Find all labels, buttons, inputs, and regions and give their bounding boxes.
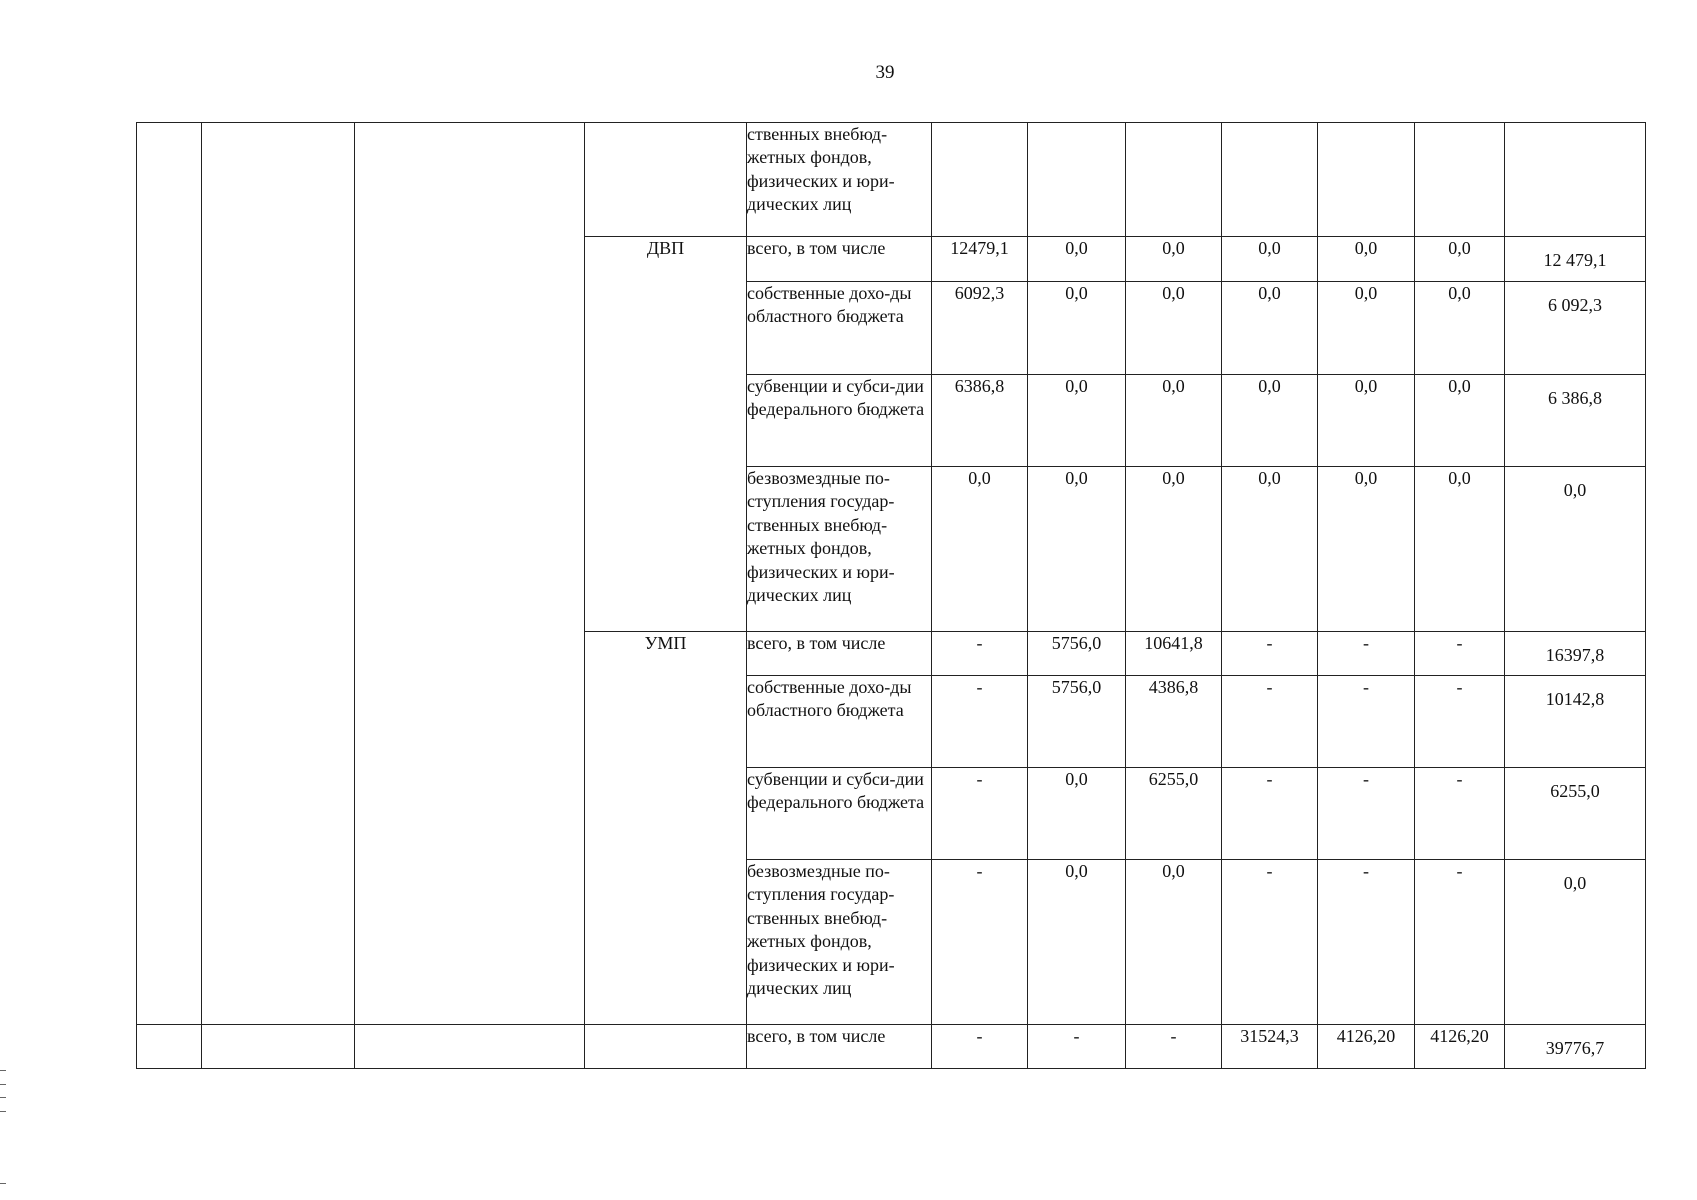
value-cell: 0,0 [1028, 768, 1126, 860]
value-cell: 0,0 [1222, 375, 1318, 467]
value-cell: 0,0 [1126, 282, 1222, 375]
value-cell: - [1318, 768, 1415, 860]
value-cell [1222, 123, 1318, 237]
value-cell: - [1318, 860, 1415, 1025]
value-cell: 0,0 [1222, 237, 1318, 282]
row-label: субвенции и субси-дии федерального бюджета [747, 375, 932, 467]
source-label-dvp: ДВП [585, 237, 747, 632]
row-label: собственные дохо-ды областного бюджета [747, 282, 932, 375]
measure-cell [355, 1025, 585, 1069]
value-cell: 0,0 [1318, 282, 1415, 375]
value-cell: 0,0 [1415, 237, 1505, 282]
value-cell: 0,0 [1028, 467, 1126, 632]
value-cell: 0,0 [1126, 467, 1222, 632]
value-cell: 12479,1 [932, 237, 1028, 282]
value-cell [1415, 123, 1505, 237]
value-cell: - [932, 768, 1028, 860]
value-cell: 0,0 [1126, 375, 1222, 467]
value-cell: 0,0 [1415, 467, 1505, 632]
value-cell: - [1415, 860, 1505, 1025]
scan-marks [0, 1070, 6, 1112]
value-cell: 0,0 [1415, 282, 1505, 375]
total-cell: 12 479,1 [1505, 237, 1646, 282]
program-cell [202, 123, 355, 1025]
row-label: всего, в том числе [747, 632, 932, 676]
total-cell: 6255,0 [1505, 768, 1646, 860]
value-cell: 0,0 [932, 467, 1028, 632]
value-cell: 5756,0 [1028, 632, 1126, 676]
source-cell [585, 1025, 747, 1069]
row-label: всего, в том числе [747, 237, 932, 282]
scan-mark [0, 1183, 6, 1184]
value-cell: 0,0 [1222, 467, 1318, 632]
value-cell [1318, 123, 1415, 237]
value-cell: - [1222, 632, 1318, 676]
table-row [137, 123, 1646, 237]
value-cell: 0,0 [1126, 860, 1222, 1025]
program-cell [202, 1025, 355, 1069]
total-cell [1505, 123, 1646, 237]
value-cell: 0,0 [1028, 237, 1126, 282]
value-cell: 0,0 [1222, 282, 1318, 375]
value-cell: 6092,3 [932, 282, 1028, 375]
value-cell: - [932, 632, 1028, 676]
value-cell: - [1222, 676, 1318, 768]
value-cell: - [932, 1025, 1028, 1069]
value-cell: 6255,0 [1126, 768, 1222, 860]
value-cell: 0,0 [1028, 375, 1126, 467]
value-cell: 4126,20 [1318, 1025, 1415, 1069]
value-cell: 0,0 [1318, 237, 1415, 282]
source-label-ump: УМП [585, 632, 747, 1025]
value-cell: 0,0 [1126, 237, 1222, 282]
index-cell [137, 1025, 202, 1069]
row-label: ственных внебюд-жетных фондов, физических и юри-дических лиц [747, 123, 932, 237]
total-cell: 0,0 [1505, 860, 1646, 1025]
total-cell: 39776,7 [1505, 1025, 1646, 1069]
value-cell [932, 123, 1028, 237]
total-cell: 10142,8 [1505, 676, 1646, 768]
value-cell: 10641,8 [1126, 632, 1222, 676]
value-cell: - [1222, 860, 1318, 1025]
value-cell: - [1415, 632, 1505, 676]
row-label: всего, в том числе [747, 1025, 932, 1069]
page-number: 39 [875, 62, 895, 83]
value-cell: 0,0 [1318, 467, 1415, 632]
value-cell: 0,0 [1028, 860, 1126, 1025]
value-cell: 4386,8 [1126, 676, 1222, 768]
value-cell: 0,0 [1415, 375, 1505, 467]
total-cell: 6 386,8 [1505, 375, 1646, 467]
value-cell: - [932, 860, 1028, 1025]
row-label: безвозмездные по-ступления государ-ственных внебюд-жетных фондов, физических и юри-дических лиц [747, 467, 932, 632]
value-cell: 6386,8 [932, 375, 1028, 467]
measure-cell [355, 123, 585, 1025]
value-cell: 31524,3 [1222, 1025, 1318, 1069]
index-cell [137, 123, 202, 1025]
budget-table [136, 122, 1646, 1069]
row-label: безвозмездные по-ступления государ-ственных внебюд-жетных фондов, физических и юри-дических лиц [747, 860, 932, 1025]
value-cell: - [1318, 632, 1415, 676]
value-cell: - [1222, 768, 1318, 860]
value-cell: 4126,20 [1415, 1025, 1505, 1069]
table-row [137, 1025, 1646, 1069]
total-cell: 16397,8 [1505, 632, 1646, 676]
value-cell: - [932, 676, 1028, 768]
value-cell: - [1028, 1025, 1126, 1069]
row-label: собственные дохо-ды областного бюджета [747, 676, 932, 768]
source-cell [585, 123, 747, 237]
value-cell: - [1415, 676, 1505, 768]
row-label: субвенции и субси-дии федерального бюджета [747, 768, 932, 860]
value-cell [1028, 123, 1126, 237]
value-cell [1126, 123, 1222, 237]
total-cell: 6 092,3 [1505, 282, 1646, 375]
value-cell: - [1415, 768, 1505, 860]
value-cell: 5756,0 [1028, 676, 1126, 768]
value-cell: - [1318, 676, 1415, 768]
total-cell: 0,0 [1505, 467, 1646, 632]
value-cell: 0,0 [1318, 375, 1415, 467]
value-cell: - [1126, 1025, 1222, 1069]
value-cell: 0,0 [1028, 282, 1126, 375]
